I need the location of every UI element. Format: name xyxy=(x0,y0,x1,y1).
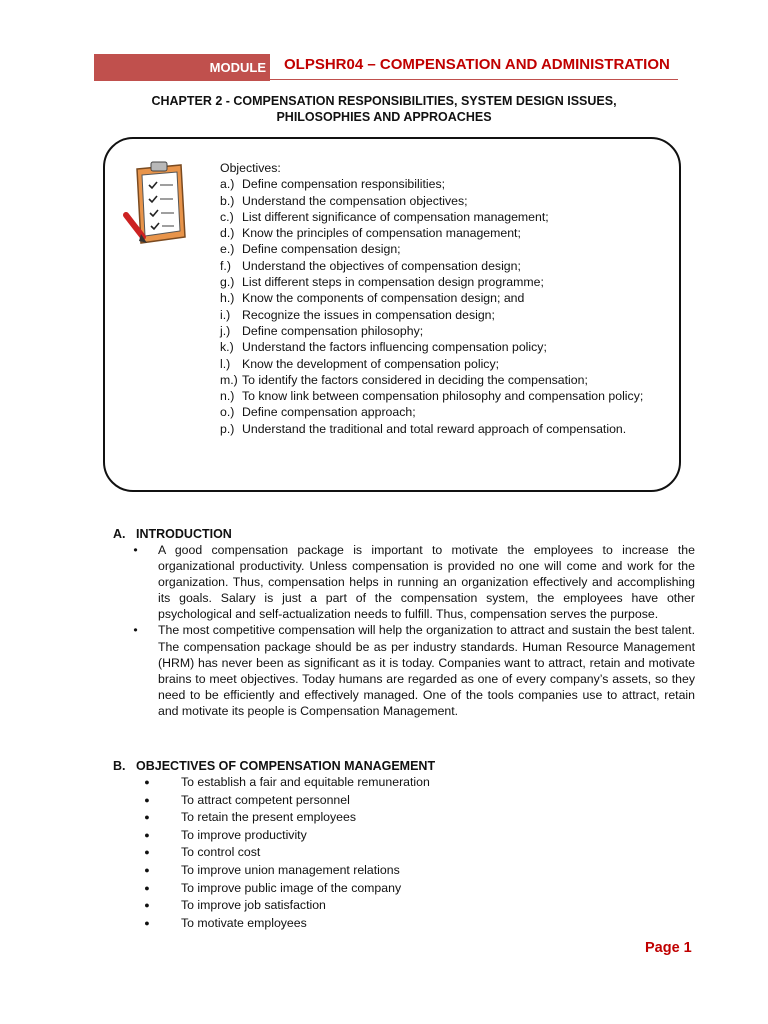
list-item-text: To retain the present employees xyxy=(181,810,356,825)
section-title: INTRODUCTION xyxy=(136,527,232,541)
objective-item xyxy=(220,274,672,290)
objectives-box xyxy=(103,137,681,492)
objective-letter: l.) xyxy=(220,356,231,371)
list-item-text: To motivate employees xyxy=(181,915,307,930)
objective-item xyxy=(220,372,672,388)
bullet-icon: ● xyxy=(144,847,150,858)
list-item-text: To improve productivity xyxy=(181,827,307,842)
section-heading xyxy=(113,758,695,774)
list-item xyxy=(113,792,695,810)
paragraph-text: The most competitive compensation will help the organization to attract and sustain the best talent. The compensation package should be as per industry standards. Human Resource Management (HRM) has never been as significant as it is today. Companies want to attract, retain and motivate brains to meet objectives. Today humans are regarded as one of every company’s assets, so they need to be efficiently and effectively managed. One of the tools companies use to attract, retain and motivate its people is Compensation Management. xyxy=(158,623,695,718)
bullet-icon: ● xyxy=(144,917,150,928)
list-item xyxy=(113,862,695,880)
objective-item xyxy=(220,290,672,306)
bullet-icon: ● xyxy=(144,777,150,787)
section-heading xyxy=(113,526,695,542)
list-item xyxy=(113,774,695,792)
objective-letter: a.) xyxy=(220,177,235,192)
objective-letter: b.) xyxy=(220,193,235,208)
list-item xyxy=(113,897,695,915)
objective-letter: f.) xyxy=(220,258,231,273)
objective-item xyxy=(220,404,672,420)
bullet-icon: ● xyxy=(144,882,150,893)
list-item xyxy=(113,809,695,827)
bullet-icon: ● xyxy=(144,794,150,805)
objective-text: Know the components of compensation design; and xyxy=(242,291,525,306)
bullet-icon: • xyxy=(133,543,138,557)
introduction-section xyxy=(113,526,695,719)
clipboard-checklist-icon xyxy=(123,161,193,251)
objective-text: Define compensation design; xyxy=(242,242,401,257)
module-title: OLPSHR04 – COMPENSATION AND ADMINISTRATION xyxy=(284,56,670,73)
list-item-text: To improve job satisfaction xyxy=(181,898,326,913)
objective-item xyxy=(220,307,672,323)
objective-item xyxy=(220,193,672,209)
objective-item xyxy=(220,388,672,404)
objective-letter: j.) xyxy=(220,323,231,338)
objective-text: Know the principles of compensation management; xyxy=(242,226,521,241)
list-item xyxy=(113,880,695,898)
section-letter: A. xyxy=(113,527,126,541)
objectives-compensation-section xyxy=(113,758,695,932)
objectives-heading: Objectives: xyxy=(220,161,281,175)
objective-text: Know the development of compensation policy; xyxy=(242,356,500,371)
list-item xyxy=(113,915,695,933)
chapter-title xyxy=(100,93,668,125)
objective-letter: o.) xyxy=(220,405,235,420)
list-item-text: To improve public image of the company xyxy=(181,880,402,895)
objective-letter: i.) xyxy=(220,307,231,322)
bullet-icon: ● xyxy=(144,812,150,823)
objective-item xyxy=(220,176,672,192)
objective-text: Define compensation philosophy; xyxy=(242,323,424,338)
section-letter: B. xyxy=(113,759,126,773)
objective-letter: m.) xyxy=(220,372,238,387)
objective-item xyxy=(220,209,672,225)
list-item xyxy=(113,844,695,862)
list-item xyxy=(113,622,695,719)
objective-letter: e.) xyxy=(220,242,235,257)
list-item-text: To attract competent personnel xyxy=(181,792,350,807)
chapter-title-line1: CHAPTER 2 - COMPENSATION RESPONSIBILITIES, SYSTEM DESIGN ISSUES, xyxy=(151,94,617,108)
objective-letter: g.) xyxy=(220,275,235,290)
header-divider xyxy=(270,79,678,80)
objective-letter: k.) xyxy=(220,340,234,355)
objective-text: To identify the factors considered in deciding the compensation; xyxy=(242,372,588,387)
objective-item xyxy=(220,339,672,355)
objective-text: List different steps in compensation design programme; xyxy=(242,275,544,290)
objective-text: Understand the factors influencing compensation policy; xyxy=(242,340,547,355)
list-item-text: To control cost xyxy=(181,845,261,860)
objective-letter: h.) xyxy=(220,291,235,306)
list-item-text: To improve union management relations xyxy=(181,862,400,877)
module-label: MODULE xyxy=(94,54,270,81)
objective-item xyxy=(220,421,672,437)
bullet-icon: ● xyxy=(144,900,150,911)
objective-text: Recognize the issues in compensation design; xyxy=(242,307,495,322)
objective-text: Understand the compensation objectives; xyxy=(242,193,468,208)
list-item xyxy=(113,542,695,622)
objective-text: To know link between compensation philosophy and compensation policy; xyxy=(242,389,644,404)
bullet-icon: • xyxy=(133,623,138,638)
objective-letter: p.) xyxy=(220,421,235,436)
objective-item xyxy=(220,225,672,241)
objective-text: Understand the traditional and total reward approach of compensation. xyxy=(242,421,627,436)
page-number: Page 1 xyxy=(645,940,692,956)
objective-item xyxy=(220,258,672,274)
paragraph-text: A good compensation package is important to motivate the employees to increase the organizational productivity. Unless compensation is provided no one will come and work for the organization. Thus, compensation helps in running an organization effectively and accomplishing its goals. Salary is just a part of the compensation system, the employees have other psychological and self-actualization needs to fulfill. Thus, compensation serves the purpose. xyxy=(158,543,695,622)
objective-text: Define compensation approach; xyxy=(242,405,416,420)
module-header xyxy=(94,54,678,81)
objective-text: List different significance of compensation management; xyxy=(242,209,549,224)
list-item-text: To establish a fair and equitable remuneration xyxy=(181,775,430,789)
objective-text: Define compensation responsibilities; xyxy=(242,177,446,192)
objective-letter: d.) xyxy=(220,226,235,241)
objective-letter: n.) xyxy=(220,389,235,404)
section-title: OBJECTIVES OF COMPENSATION MANAGEMENT xyxy=(136,759,436,773)
objective-letter: c.) xyxy=(220,209,234,224)
bullet-icon: ● xyxy=(144,829,150,840)
chapter-title-line2: PHILOSOPHIES AND APPROACHES xyxy=(276,110,492,124)
objective-item xyxy=(220,241,672,257)
objective-text: Understand the objectives of compensation design; xyxy=(242,258,521,273)
objective-item xyxy=(220,323,672,339)
objective-item xyxy=(220,356,672,372)
bullet-icon: ● xyxy=(144,864,150,875)
list-item xyxy=(113,827,695,845)
